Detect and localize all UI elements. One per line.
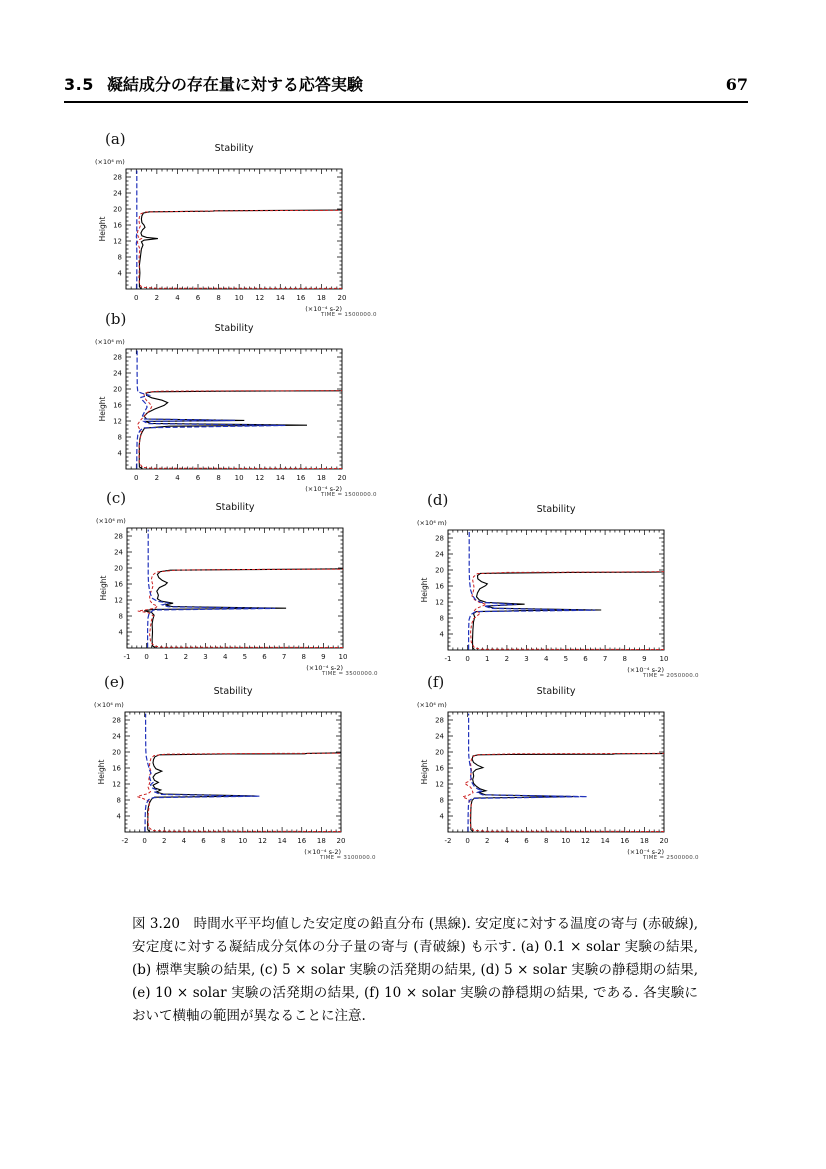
x-tick-label: 0 (134, 474, 139, 482)
y-tick-label: 12 (112, 780, 121, 789)
x-tick-label: 4 (175, 474, 180, 482)
y-axis-label: Height (99, 575, 108, 601)
x-tick-label: 16 (296, 474, 306, 482)
time-annotation: TIME = 3100000.0 (320, 855, 376, 861)
plot-title: Stability (215, 502, 255, 513)
y-tick-label: 12 (114, 596, 123, 605)
y-tick-label: 8 (116, 796, 121, 805)
x-tick-label: 12 (255, 294, 265, 302)
x-tick-label: 9 (642, 655, 647, 663)
y-tick-label: 28 (114, 532, 123, 541)
x-tick-label: 3 (203, 653, 208, 661)
series-stability (148, 753, 341, 832)
x-tick-label: 6 (583, 655, 588, 663)
y-tick-label: 24 (113, 189, 122, 198)
x-tick-label: 7 (281, 653, 287, 661)
section-title: 凝結成分の存在量に対する応答実験 (106, 75, 363, 94)
y-tick-label: 24 (113, 369, 122, 378)
x-axis-unit: (×10⁻⁴ s-2) (306, 664, 343, 672)
y-tick-label: 8 (118, 612, 123, 621)
y-tick-label: 4 (117, 449, 122, 458)
plot-frame (448, 712, 664, 832)
x-tick-label: 7 (602, 655, 608, 663)
panel-letter: (c) (106, 489, 127, 507)
y-tick-label: 24 (435, 732, 444, 741)
y-axis-unit: (×10⁴ m) (94, 701, 124, 709)
x-tick-label: 14 (275, 474, 285, 482)
stability-chart (96, 488, 396, 688)
series-stability (139, 210, 342, 289)
series-temperature (463, 753, 664, 831)
x-tick-label: 8 (216, 474, 221, 482)
axis-ticks (448, 530, 664, 650)
panel-letter: (e) (104, 673, 125, 691)
x-tick-label: 18 (316, 837, 326, 845)
y-tick-label: 20 (435, 566, 444, 575)
y-tick-label: 12 (113, 417, 122, 426)
x-tick-label: 2 (183, 653, 189, 661)
y-tick-label: 20 (114, 564, 123, 573)
x-tick-label: 10 (234, 294, 244, 302)
y-tick-label: 8 (439, 614, 444, 623)
series-molecular (148, 530, 276, 648)
series-molecular (137, 351, 286, 469)
stability-chart (417, 490, 717, 690)
series-molecular (145, 714, 259, 832)
y-tick-label: 28 (435, 716, 444, 725)
x-tick-label: 6 (201, 837, 206, 845)
y-tick-label: 28 (113, 353, 122, 362)
y-tick-label: 16 (113, 221, 122, 230)
stability-chart (94, 672, 394, 872)
x-axis-unit: (×10⁻⁴ s-2) (305, 485, 342, 493)
y-tick-label: 12 (113, 237, 122, 246)
y-axis-label: Height (420, 759, 429, 785)
x-tick-label: 0 (465, 837, 470, 845)
y-tick-label: 4 (118, 628, 123, 637)
figure-panel-d (417, 490, 717, 690)
x-tick-label: 14 (600, 837, 610, 845)
time-annotation: TIME = 1500000.0 (321, 492, 377, 498)
panel-letter: (f) (427, 673, 445, 691)
y-tick-label: 24 (435, 550, 444, 559)
x-tick-label: 0 (144, 653, 149, 661)
x-tick-label: 1 (164, 653, 169, 661)
x-tick-label: 8 (216, 294, 221, 302)
x-tick-label: 6 (262, 653, 267, 661)
y-tick-label: 8 (117, 253, 122, 262)
x-axis-unit: (×10⁻⁴ s-2) (304, 848, 341, 856)
stability-chart (417, 672, 717, 872)
x-axis-unit: (×10⁻⁴ s-2) (305, 305, 342, 313)
x-tick-label: 3 (524, 655, 529, 663)
x-tick-label: 0 (142, 837, 147, 845)
page-number: 67 (725, 75, 748, 94)
x-tick-label: 2 (154, 294, 160, 302)
x-tick-label: 16 (296, 294, 306, 302)
stability-chart (95, 129, 395, 329)
x-tick-label: 18 (639, 837, 649, 845)
series-molecular (469, 532, 596, 650)
series-stability (139, 391, 342, 469)
y-tick-label: 20 (112, 748, 121, 757)
x-tick-label: 20 (659, 837, 669, 845)
x-tick-label: 10 (338, 653, 348, 661)
time-annotation: TIME = 2050000.0 (643, 673, 699, 679)
plot-frame (125, 712, 341, 832)
x-tick-label: 1 (485, 655, 490, 663)
plot-title: Stability (536, 504, 576, 515)
x-tick-label: -1 (444, 655, 452, 663)
x-tick-label: 0 (134, 294, 139, 302)
y-tick-label: 12 (435, 598, 444, 607)
x-tick-label: 20 (336, 837, 346, 845)
y-tick-label: 20 (113, 385, 122, 394)
plot-title: Stability (213, 686, 253, 697)
y-tick-label: 16 (435, 582, 444, 591)
x-tick-label: 10 (659, 655, 669, 663)
x-tick-label: 10 (561, 837, 571, 845)
y-axis-label: Height (98, 216, 107, 242)
x-tick-label: 5 (242, 653, 248, 661)
section-number: 3.5 (64, 75, 94, 94)
figure-panel-a (95, 129, 395, 329)
y-tick-label: 28 (113, 173, 122, 182)
series-stability (471, 754, 664, 832)
plot-frame (126, 169, 342, 289)
series-temperature (137, 210, 342, 288)
y-axis-unit: (×10⁴ m) (417, 519, 447, 527)
x-tick-label: 20 (337, 474, 347, 482)
x-tick-label: -1 (123, 653, 131, 661)
y-tick-label: 24 (112, 732, 121, 741)
y-tick-label: 12 (435, 780, 444, 789)
x-tick-label: 2 (485, 837, 490, 845)
x-tick-label: -2 (121, 837, 129, 845)
x-tick-label: 4 (222, 653, 228, 661)
x-tick-label: 10 (234, 474, 244, 482)
y-axis-unit: (×10⁴ m) (417, 701, 447, 709)
x-tick-label: 5 (563, 655, 569, 663)
x-tick-label: 4 (504, 837, 510, 845)
y-axis-unit: (×10⁴ m) (95, 158, 125, 166)
y-axis-label: Height (98, 396, 107, 422)
x-axis-unit: (×10⁻⁴ s-2) (627, 666, 664, 674)
x-tick-label: 2 (504, 655, 510, 663)
x-tick-label: -2 (444, 837, 452, 845)
axis-ticks (126, 169, 342, 289)
y-tick-label: 20 (113, 205, 122, 214)
time-annotation: TIME = 1500000.0 (321, 312, 377, 318)
time-annotation: TIME = 2500000.0 (643, 855, 699, 861)
y-tick-label: 4 (439, 630, 444, 639)
x-tick-label: 10 (238, 837, 248, 845)
x-tick-label: 12 (580, 837, 590, 845)
x-tick-label: 16 (620, 837, 630, 845)
x-tick-label: 6 (195, 294, 201, 302)
y-axis-unit: (×10⁴ m) (96, 517, 126, 525)
y-axis-unit: (×10⁴ m) (95, 338, 125, 346)
x-tick-label: 4 (181, 837, 187, 845)
x-tick-label: 0 (465, 655, 470, 663)
y-tick-label: 28 (112, 716, 121, 725)
x-tick-label: 6 (195, 474, 201, 482)
series-stability (144, 569, 343, 648)
x-tick-label: 2 (162, 837, 167, 845)
figure-panel-c (96, 488, 396, 688)
figure-panel-b (95, 309, 395, 509)
x-tick-label: 6 (524, 837, 529, 845)
y-tick-label: 4 (439, 812, 444, 821)
x-tick-label: 12 (257, 837, 267, 845)
x-tick-label: 9 (321, 653, 326, 661)
x-tick-label: 12 (255, 474, 265, 482)
x-tick-label: 18 (316, 294, 326, 302)
plot-title: Stability (214, 143, 254, 154)
y-tick-label: 20 (435, 748, 444, 757)
series-molecular (136, 171, 137, 289)
y-tick-label: 16 (112, 764, 121, 773)
x-tick-label: 4 (543, 655, 549, 663)
x-tick-label: 20 (337, 294, 347, 302)
figure-panel-f (417, 672, 717, 872)
x-tick-label: 8 (301, 653, 306, 661)
axis-ticks (126, 349, 342, 469)
x-tick-label: 8 (543, 837, 549, 845)
x-tick-label: 16 (297, 837, 307, 845)
panel-letter: (a) (105, 130, 126, 148)
x-axis-unit: (×10⁻⁴ s-2) (627, 848, 664, 856)
y-tick-label: 16 (435, 764, 444, 773)
axis-ticks (448, 712, 664, 832)
series-molecular (468, 714, 587, 832)
time-annotation: TIME = 3500000.0 (322, 671, 378, 677)
stability-chart (95, 309, 395, 509)
y-tick-label: 4 (117, 269, 122, 278)
y-tick-label: 16 (113, 401, 122, 410)
plot-frame (126, 349, 342, 469)
figure-caption: 図 3.20 時間水平平均値した安定度の鉛直分布 (黒線). 安定度に対する温度の寄与 (赤破線), 安定度に対する凝結成分気体の分子量の寄与 (青破線) も示す. (a) 0.1 × solar 実験の結果, (b) 標準実験の結果, (c) 5 × solar 実験の活発期の結果, (d) 5 × solar 実験の静穏期の結果, (e) 10 × solar 実験の活発期の結果, (f) 10 × solar 実験の静穏期の結果, である. 各実験において横軸の範囲が異なることに注意. (132, 915, 698, 1024)
x-tick-label: 8 (622, 655, 627, 663)
x-tick-label: 14 (277, 837, 287, 845)
y-tick-label: 24 (114, 548, 123, 557)
y-tick-label: 8 (117, 433, 122, 442)
y-tick-label: 4 (116, 812, 121, 821)
x-tick-label: 2 (154, 474, 160, 482)
axis-ticks (125, 712, 341, 832)
y-axis-label: Height (97, 759, 106, 785)
y-axis-label: Height (420, 577, 429, 603)
y-tick-label: 28 (435, 534, 444, 543)
x-tick-label: 14 (275, 294, 285, 302)
plot-frame (448, 530, 664, 650)
x-tick-label: 4 (175, 294, 180, 302)
plot-title: Stability (536, 686, 576, 697)
panel-letter: (d) (427, 491, 449, 509)
y-tick-label: 8 (439, 796, 444, 805)
series-temperature (138, 391, 342, 469)
x-tick-label: 18 (316, 474, 326, 482)
plot-title: Stability (214, 323, 254, 334)
figure-panel-e (94, 672, 394, 872)
panel-letter: (b) (105, 310, 127, 328)
y-tick-label: 16 (114, 580, 123, 589)
series-temperature (137, 753, 341, 831)
x-tick-label: 8 (220, 837, 226, 845)
